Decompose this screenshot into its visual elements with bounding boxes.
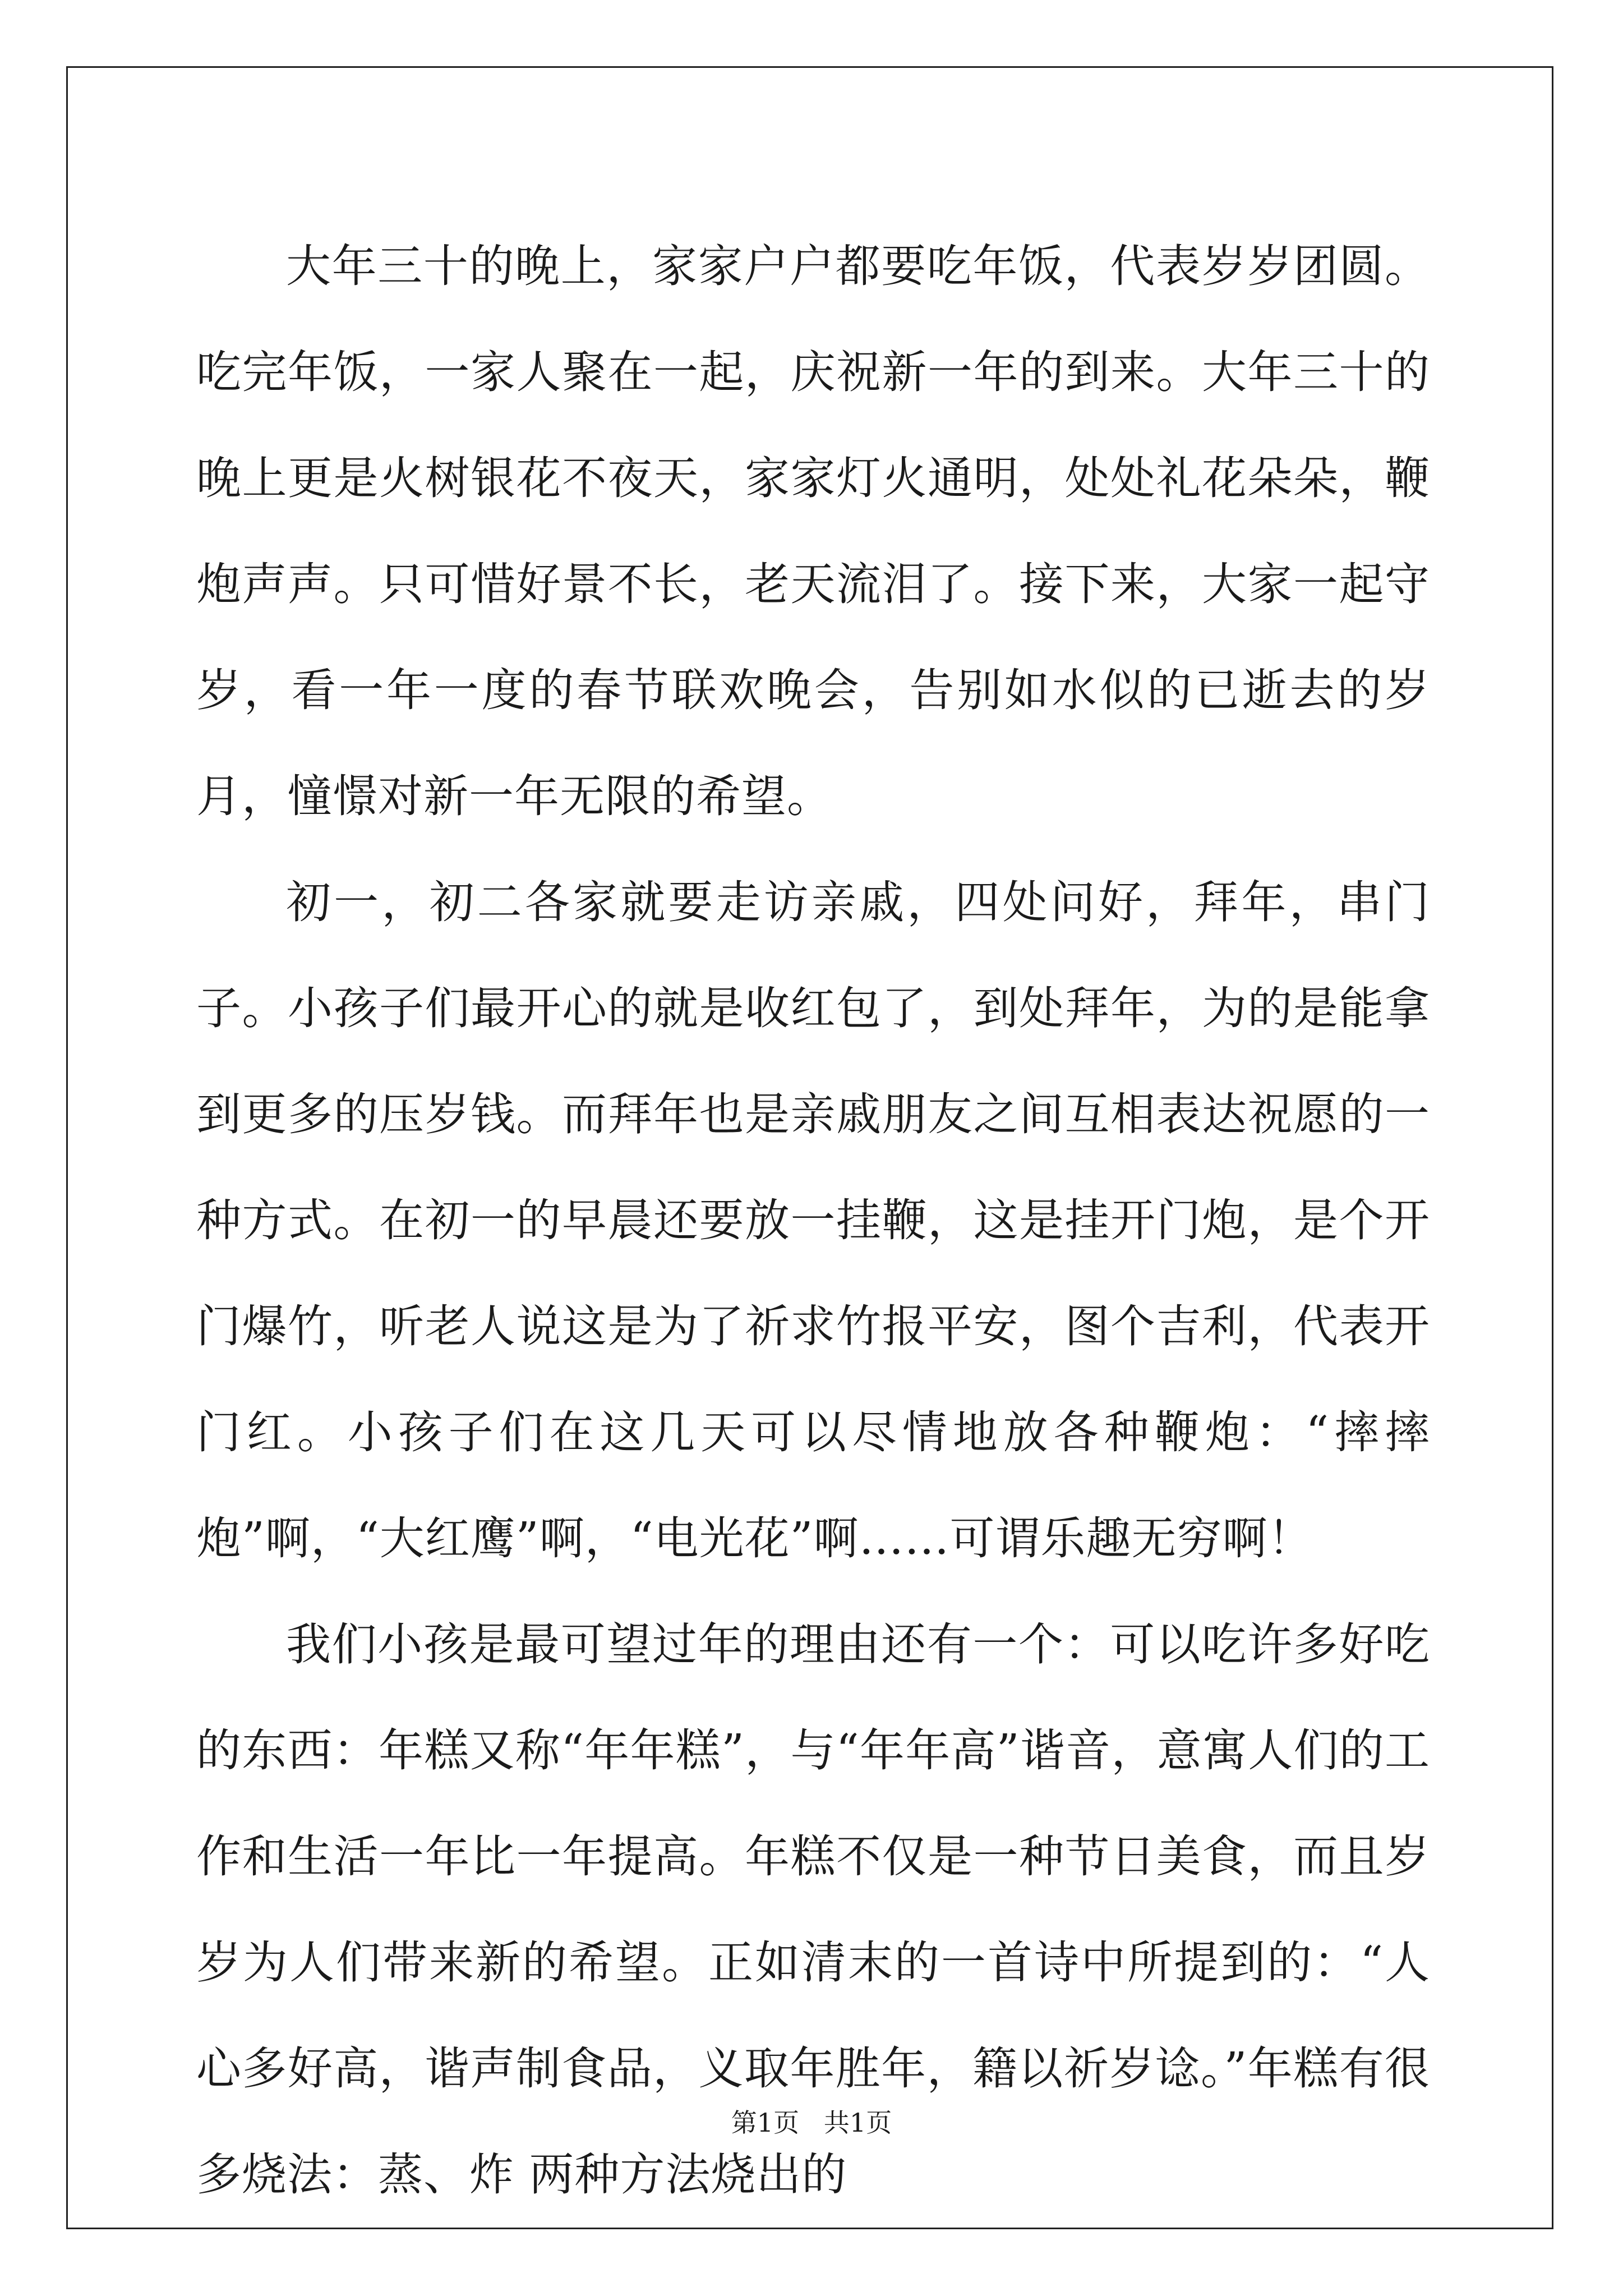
page-number-footer: 第1页 共1页 [731, 2108, 892, 2138]
paragraph-1: 大年三十的晚上，家家户户都要吃年饭，代表岁岁团圆。吃完年饭，一家人聚在一起，庆祝新一年的到来。大年三十的晚上更是火树银花不夜天，家家灯火通明，处处礼花朵朵，鞭炮声声。只可惜好景不长，老天流泪了。接下来，大家一起守岁，看一年一度的春节联欢晚会，告别如水似的已逝去的岁月，憧憬对新一年无限的希望。 [196, 240, 1430, 822]
paragraph-3: 我们小孩是最可望过年的理由还有一个：可以吃许多好吃的东西：年糕又称“年年糕”，与“年年高”谐音，意寓人们的工作和生活一年比一年提高。年糕不仅是一种节日美食，而且岁岁为人们带来新的希望。正如清末的一首诗中所提到的：“人心多好高，谐声制食品，义取年胜年，籍以祈岁谂。”年糕有很多烧法：蒸、炸 两种方法烧出的 [196, 1618, 1430, 2201]
document-body [196, 213, 1430, 2228]
paragraph-2: 初一，初二各家就要走访亲戚，四处问好，拜年，串门子。小孩子们最开心的就是收红包了，到处拜年，为的是能拿到更多的压岁钱。而拜年也是亲戚朋友之间互相表达祝愿的一种方式。在初一的早晨还要放一挂鞭，这是挂开门炮，是个开门爆竹，听老人说这是为了祈求竹报平安，图个吉利，代表开门红。小孩子们在这几天可以尽情地放各种鞭炮：“摔摔炮”啊，“大红鹰”啊，“电光花”啊……可谓乐趣无穷啊！ [196, 876, 1430, 1565]
